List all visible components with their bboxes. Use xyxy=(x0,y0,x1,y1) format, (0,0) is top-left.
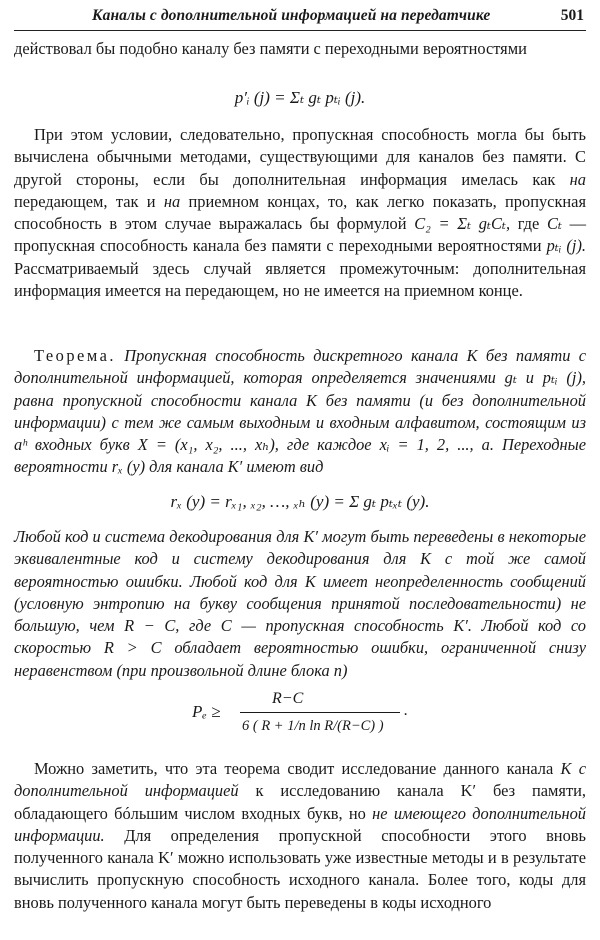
formula-channel-k-prime: rₓ (y) = rₓ₁, ₓ₂, …, ₓₕ (y) = Σ gₜ pₜₓₜ (y). xyxy=(170,492,430,511)
theorem-continuation xyxy=(14,526,586,682)
conclusion-italic-2: не имеющего дополнительной информации. xyxy=(14,803,587,845)
theorem-text xyxy=(14,345,586,479)
error-bound-denominator: 6 ( R + 1/n ln R/(R−C) ) xyxy=(242,718,384,734)
error-bound-numerator: R−C xyxy=(272,690,304,707)
conclusion-italic-1: K с дополнительной информацией xyxy=(14,759,586,801)
capacity-text-1: При этом условии, следовательно, пропускная способность могла бы быть вычислена обычными методами, существующими для каналов без памяти. С другой стороны, если бы дополнительная информация имелась как xyxy=(14,125,586,189)
capacity-text-5: — пропускная способность канала без памяти с переходными вероятностями xyxy=(14,214,586,256)
capacity-text-6: Рассматриваемый здесь случай является промежуточным: дополнительная информация имеется на передающем, но не имеется на приемном конце. xyxy=(14,258,586,301)
error-bound-end: . xyxy=(404,702,408,719)
capacity-ct: Cₜ xyxy=(546,214,562,234)
paragraph-intro xyxy=(14,38,586,60)
error-bound-fraction-line xyxy=(240,712,400,713)
page-number: 501 xyxy=(560,7,584,24)
capacity-text-2: передающем, так и xyxy=(14,191,164,211)
paragraph-capacity-text xyxy=(14,124,586,302)
theorem-block xyxy=(14,345,586,479)
conclusion-text-1: Можно заметить, что эта теорема сводит исследование данного канала xyxy=(34,759,561,778)
page-header xyxy=(14,0,586,31)
paragraph-intro-text: действовал бы подобно каналу без памяти с переходными вероятностями xyxy=(14,39,527,58)
capacity-text-4: где xyxy=(510,214,547,234)
theorem-body-1: Пропускная способность дискретного канала K без памяти с дополнительной информацией, которая определяется значениями gₜ и pₜᵢ (j), равна пропускной способности канала K без памяти (и без дополнительной информации) с тем же самым выходным и входным алфавитом, состоящим из aʰ входных букв X = (x₁, x₂, ..., xₕ), где каждое xᵢ = 1, 2, ..., a. Переходные вероятности rₓ (y) для канала K′ имеют вид xyxy=(14,346,586,477)
paragraph-conclusion-text xyxy=(14,758,586,914)
capacity-text-3: приемном концах, то, как легко показать, пропускная способность в этом случае выражалась бы формулой xyxy=(14,191,586,234)
theorem-continuation-text: Любой код и система декодирования для K′ могут быть переведены в некоторые эквивалентные код и систему декодирования для K с той же самой вероятностью ошибки. Любой код для K имеет неопределенность сообщений (условную энтропию на букву сообщения принятой последовательности) не большую, чем R − C, где C — пропускная способность K′. Любой код со скоростью R > C обладает вероятностью ошибки, ограниченной снизу неравенством (при произвольной длине блока n) xyxy=(14,527,586,680)
formula-transition-probability: p′ᵢ (j) = Σₜ gₜ pₜᵢ (j). xyxy=(234,88,366,107)
theorem-label: Теорема. xyxy=(34,346,116,365)
error-bound-lhs: Pₑ ≥ xyxy=(192,702,221,721)
conclusion-text-3: Для определения пропускной способности этого вновь полученного канала K′ можно использовать уже известные методы и в результате вычислить пропускную способность исходного канала. Более того, коды для вновь полученного канала могут быть переведены в коды исходного xyxy=(14,825,586,912)
running-title: Каналы с дополнительной информацией на передатчике xyxy=(92,7,491,24)
capacity-ptij: pₜᵢ (j). xyxy=(546,236,586,256)
capacity-na-1: на xyxy=(569,169,586,189)
paragraph-conclusion xyxy=(14,758,586,914)
capacity-c2-formula: C₂ = Σₜ gₜCₜ, xyxy=(414,214,511,234)
conclusion-text-2: к исследованию канала K′ без памяти, обладающего бóльшим числом входных букв, но xyxy=(14,781,586,823)
paragraph-capacity xyxy=(14,124,586,302)
capacity-na-2: на xyxy=(163,191,181,211)
